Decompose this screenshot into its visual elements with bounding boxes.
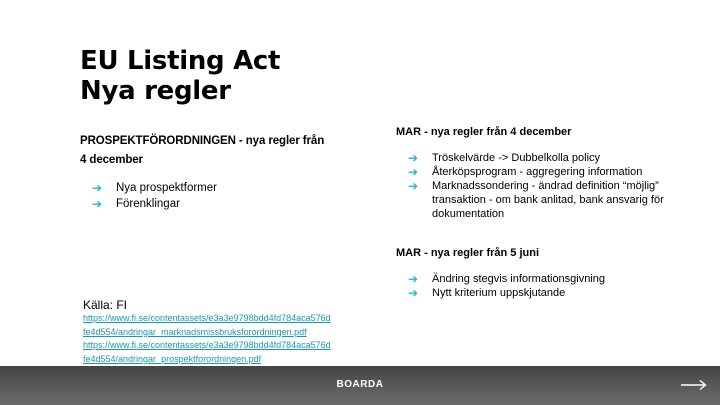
title-line-2: Nya regler [80,76,231,106]
source-link-marknadsmissbruk[interactable] [83,312,383,339]
mar-december-list [408,151,698,221]
list-item [92,181,352,195]
list-item [408,151,698,165]
source-link-line: https://www.fi.se/contentassets/e3a3e9798bdd4fd784aca576d [83,313,331,323]
arrow-right-icon: ➔ [92,197,103,211]
next-arrow-icon[interactable] [680,378,708,392]
prospekt-list [92,181,352,213]
list-item-label: Förenklingar [116,198,180,210]
arrow-right-icon: ➔ [408,179,419,193]
list-item [408,286,698,300]
boarda-logo: BOARDA [336,379,384,390]
list-item [92,197,352,211]
source-link-line: fe4d554/andringar_prospektforordningen.pdf [83,353,262,364]
list-item [408,165,698,179]
list-item-label: Återköpsprogram - aggregering information [432,166,643,178]
prospekt-heading [80,132,360,170]
source-label: Källa: FI [83,298,128,312]
list-item-label: Ändring stegvis informationsgivning [432,273,606,285]
mar-june-heading: MAR - nya regler från 5 juni [396,247,540,259]
source-link-line: fe4d554/andringar_marknadsmissbruksforordningen.pdf [83,326,307,337]
source-link-prospekt[interactable] [83,339,383,366]
source-block [83,298,383,366]
list-item-label: Tröskelvärde -> Dubbelkolla policy [432,152,601,164]
list-item-label: Nytt kriterium uppskjutande [432,287,566,299]
list-item [408,179,698,221]
mar-june-list [408,272,698,300]
arrow-right-icon: ➔ [408,286,419,300]
prospekt-heading-line-1: PROSPEKTFÖRORDNINGEN - nya regler från [80,135,325,147]
list-item [408,272,698,286]
list-item-label: Marknadssondering - ändrad definition “möjlig” transaktion - om bank anlitad, bank ansvarig för dokumentation [432,180,664,220]
arrow-right-icon: ➔ [408,151,419,165]
prospekt-heading-line-2: 4 december [80,154,143,166]
list-item-label: Nya prospektformer [116,182,217,194]
arrow-right-icon: ➔ [408,272,419,286]
title-line-1: EU Listing Act [80,46,281,76]
footer-bar [0,366,720,405]
arrow-right-icon: ➔ [408,165,419,179]
source-link-line: https://www.fi.se/contentassets/e3a3e9798bdd4fd784aca576d [83,340,331,350]
mar-december-heading: MAR - nya regler från 4 december [396,126,572,138]
arrow-right-icon: ➔ [92,181,103,195]
page-title [80,46,280,106]
